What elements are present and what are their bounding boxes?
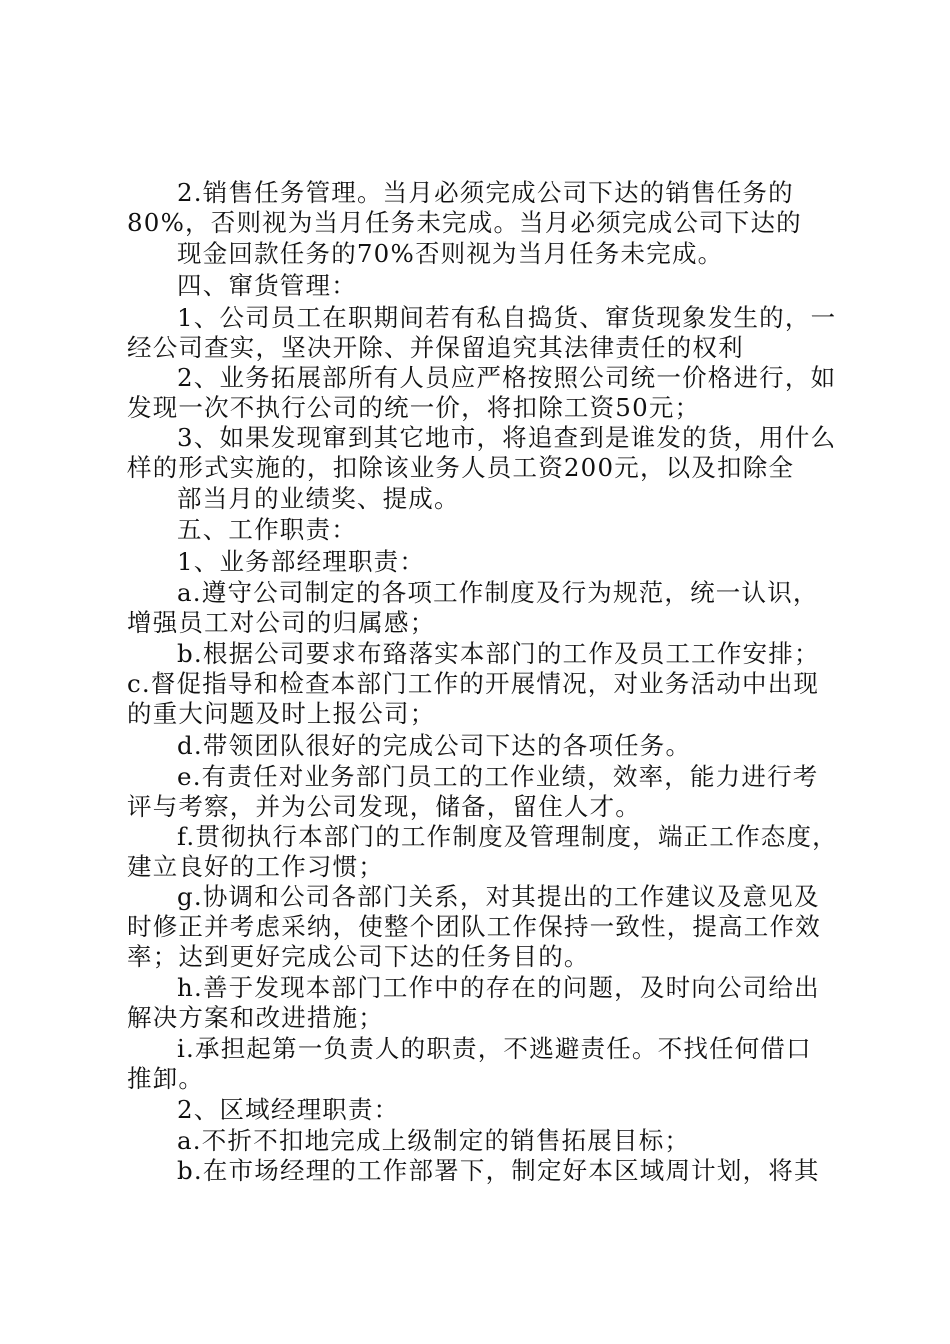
text-line: h.善于发现本部门工作中的存在的问题，及时向公司给出 [177, 973, 820, 1002]
text-line: 推卸。 [127, 1064, 205, 1093]
text-line: 增强员工对公司的归属感； [127, 608, 436, 637]
text-line: 部当月的业绩奖、提成。 [177, 484, 460, 513]
text-line: d.带领团队很好的完成公司下达的各项任务。 [177, 731, 692, 760]
text-line: 解决方案和改进措施； [127, 1003, 384, 1032]
text-line: 建立良好的工作习惯； [127, 852, 384, 881]
text-line: b.在市场经理的工作部署下，制定好本区域周计划，将其 [177, 1156, 820, 1185]
text-line: 经公司查实，坚决开除、并保留追究其法律责任的权利 [127, 333, 744, 362]
text-line: 1、公司员工在职期间若有私自捣货、窜货现象发生的，一 [177, 303, 837, 332]
text-line: e.有责任对业务部门员工的工作业绩，效率，能力进行考 [177, 762, 819, 791]
text-line: 发现一次不执行公司的统一价，将扣除工资50元； [127, 393, 701, 422]
section-heading: 五、工作职责： [177, 515, 357, 544]
text-line: 80%，否则视为当月任务未完成。当月必须完成公司下达的 [127, 208, 802, 237]
subsection-heading: 2、区域经理职责： [177, 1095, 400, 1124]
text-line: a.不折不扣地完成上级制定的销售拓展目标； [177, 1126, 691, 1155]
subsection-heading: 1、业务部经理职责： [177, 547, 426, 576]
text-line: f.贯彻执行本部门的工作制度及管理制度，端正工作态度， [177, 822, 838, 851]
text-line: 率；达到更好完成公司下达的任务目的。 [127, 942, 590, 971]
text-line: 样的形式实施的，扣除该业务人员工资200元，以及扣除全 [127, 453, 795, 482]
text-line: i.承担起第一负责人的职责，不逃避责任。不找任何借口 [177, 1034, 812, 1063]
text-line: 2.销售任务管理。当月必须完成公司下达的销售任务的 [177, 178, 794, 207]
text-line: 现金回款任务的70%否则视为当月任务未完成。 [177, 239, 724, 268]
text-line: b.根据公司要求布臵落实本部门的工作及员工工作安排； [177, 639, 820, 668]
text-line: 的重大问题及时上报公司； [127, 699, 436, 728]
text-line: 时修正并考虑采纳，使整个团队工作保持一致性，提高工作效 [127, 912, 821, 941]
section-heading: 四、窜货管理： [177, 271, 357, 300]
text-line: 评与考察，并为公司发现，储备，留住人才。 [127, 792, 641, 821]
text-line: g.协调和公司各部门关系，对其提出的工作建议及意见及 [177, 882, 820, 911]
text-line: 2、业务拓展部所有人员应严格按照公司统一价格进行，如 [177, 363, 837, 392]
text-line: a.遵守公司制定的各项工作制度及行为规范，统一认识， [177, 578, 819, 607]
text-line: c.督促指导和检查本部门工作的开展情况，对业务活动中出现 [127, 669, 820, 698]
text-line: 3、如果发现窜到其它地市，将追查到是谁发的货，用什么 [177, 423, 837, 452]
